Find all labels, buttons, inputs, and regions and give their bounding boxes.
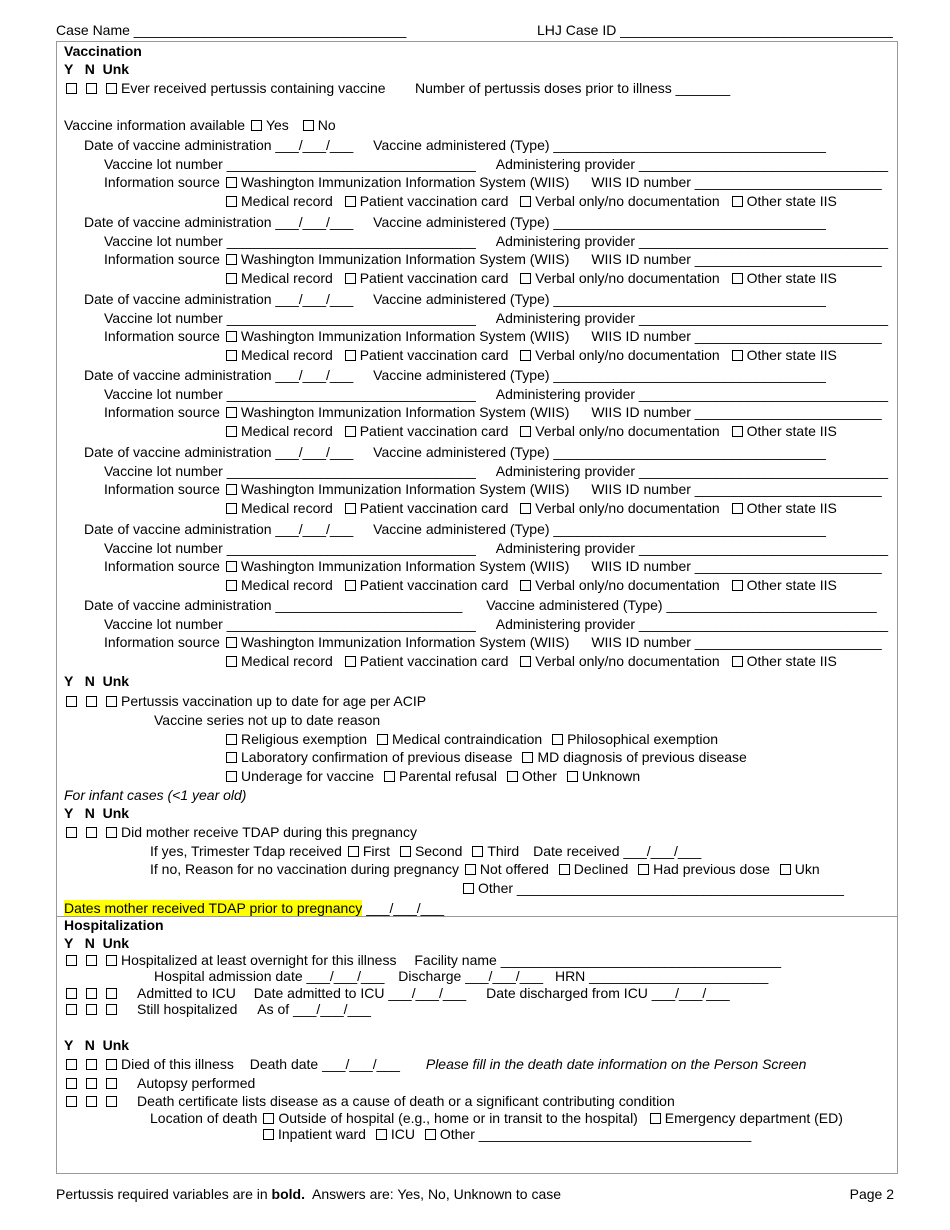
dose-source-row xyxy=(104,634,882,650)
as-of-field[interactable]: As of ___/___/___ xyxy=(257,1001,371,1017)
dose-wiis-checkbox[interactable] xyxy=(226,561,237,572)
ever-received-label: Ever received pertussis containing vaccine xyxy=(121,80,386,96)
md-diagnosis-checkbox[interactable] xyxy=(522,752,533,763)
dose-other-iis-label: Other state IIS xyxy=(746,270,837,286)
dose-medical-record-label: Medical record xyxy=(241,193,333,209)
hospitalized-y-checkbox[interactable] xyxy=(66,955,77,966)
yes-label: Yes xyxy=(265,117,289,133)
dose-wiis-checkbox[interactable] xyxy=(226,331,237,342)
dose-medical-record-checkbox[interactable] xyxy=(226,426,237,437)
dose-wiis-checkbox[interactable] xyxy=(226,637,237,648)
autopsy-unk-checkbox[interactable] xyxy=(106,1078,117,1089)
dose-lot-row xyxy=(104,156,888,172)
dose-medical-record-checkbox[interactable] xyxy=(226,656,237,667)
dose-verbal-label: Verbal only/no documentation xyxy=(535,347,720,363)
dose-type-field[interactable]: Vaccine administered (Type) ___________________________________ xyxy=(373,444,826,460)
dose-source-row xyxy=(104,558,882,574)
dose-patient-card-checkbox[interactable] xyxy=(345,273,356,284)
third-label: Third xyxy=(487,843,520,859)
dose-provider-field[interactable]: Administering provider ________________________________ xyxy=(495,310,889,326)
died-label: Died of this illness xyxy=(121,1056,234,1072)
dose-source-label: Information source xyxy=(104,328,220,344)
dose-date-row xyxy=(84,597,877,613)
icu-discharge-field[interactable]: Date discharged from ICU ___/___/___ xyxy=(486,985,730,1001)
prior-pregnancy-date-field[interactable]: ___/___/___ xyxy=(366,900,445,916)
up-to-date-row xyxy=(66,693,426,709)
declined-checkbox[interactable] xyxy=(559,864,570,875)
mother-tdap-label: Did mother receive TDAP during this pregnancy xyxy=(121,824,417,840)
dose-lot-field[interactable]: Vaccine lot number ________________________________ xyxy=(104,463,476,479)
dose-verbal-checkbox[interactable] xyxy=(520,656,531,667)
dose-patient-card-checkbox[interactable] xyxy=(345,426,356,437)
facility-field[interactable]: Facility name ____________________________________ xyxy=(414,952,782,968)
dose-verbal-label: Verbal only/no documentation xyxy=(535,193,720,209)
other-reason-checkbox[interactable] xyxy=(507,771,518,782)
still-label: Still hospitalized xyxy=(137,1001,238,1017)
up-to-date-n-checkbox[interactable] xyxy=(86,696,97,707)
dose-verbal-checkbox[interactable] xyxy=(520,273,531,284)
dose-lot-row xyxy=(104,386,888,402)
dose-verbal-label: Verbal only/no documentation xyxy=(535,653,720,669)
ynu-header: Y N Unk xyxy=(64,673,130,689)
icu-location-label: ICU xyxy=(390,1126,415,1142)
discharge-date-field[interactable]: Discharge ___/___/___ xyxy=(398,968,544,984)
ever-received-unk-checkbox[interactable] xyxy=(106,83,117,94)
md-diagnosis-label: MD diagnosis of previous disease xyxy=(537,749,747,765)
dose-other-iis-checkbox[interactable] xyxy=(732,656,743,667)
dose-patient-card-label: Patient vaccination card xyxy=(359,423,509,439)
trimester-row xyxy=(150,843,701,859)
dose-source-row-2 xyxy=(226,653,837,669)
second-label: Second xyxy=(414,843,463,859)
medical-contra-checkbox[interactable] xyxy=(377,734,388,745)
icu-unk-checkbox[interactable] xyxy=(106,988,117,999)
third-checkbox[interactable] xyxy=(472,846,483,857)
death-date-field[interactable]: Death date ___/___/___ xyxy=(249,1056,400,1072)
had-previous-checkbox[interactable] xyxy=(638,864,649,875)
dose-wiis-label: Washington Immunization Information System (WIIS) xyxy=(240,328,570,344)
dose-source-row-2 xyxy=(226,347,837,363)
hospitalized-label: Hospitalized at least overnight for this illness xyxy=(121,952,397,968)
dose-verbal-label: Verbal only/no documentation xyxy=(535,270,720,286)
dose-source-row xyxy=(104,404,882,420)
dose-provider-field[interactable]: Administering provider ________________________________ xyxy=(495,233,889,249)
up-to-date-unk-checkbox[interactable] xyxy=(106,696,117,707)
mother-tdap-n-checkbox[interactable] xyxy=(86,827,97,838)
autopsy-row xyxy=(66,1075,255,1091)
trimester-label: If yes, Trimester Tdap received xyxy=(150,843,342,859)
dose-source-row xyxy=(104,251,882,267)
lhj-case-id-field[interactable]: LHJ Case ID ___________________________________ xyxy=(537,22,893,38)
dose-patient-card-checkbox[interactable] xyxy=(345,196,356,207)
certificate-n-checkbox[interactable] xyxy=(86,1096,97,1107)
still-n-checkbox[interactable] xyxy=(86,1004,97,1015)
dose-wiis-label: Washington Immunization Information System (WIIS) xyxy=(240,251,570,267)
dose-other-iis-checkbox[interactable] xyxy=(732,350,743,361)
dose-date-field[interactable]: Date of vaccine administration ___/___/___ xyxy=(84,521,354,537)
dose-source-row xyxy=(104,481,882,497)
dose-lot-field[interactable]: Vaccine lot number ________________________________ xyxy=(104,616,476,632)
dose-date-field[interactable]: Date of vaccine administration ___/___/___ xyxy=(84,137,354,153)
dose-wiis-id-field[interactable]: WIIS ID number ________________________ xyxy=(591,404,882,420)
hospitalization-title: Hospitalization xyxy=(64,917,164,933)
philosophical-label: Philosophical exemption xyxy=(567,731,719,747)
ukn-checkbox[interactable] xyxy=(780,864,791,875)
dose-provider-field[interactable]: Administering provider ________________________________ xyxy=(495,156,889,172)
religious-label: Religious exemption xyxy=(241,731,368,747)
dose-wiis-checkbox[interactable] xyxy=(226,254,237,265)
prior-pregnancy-label: Dates mother received TDAP prior to pregnancy xyxy=(64,900,363,916)
dose-patient-card-label: Patient vaccination card xyxy=(359,193,509,209)
no-label: No xyxy=(317,117,336,133)
dose-provider-field[interactable]: Administering provider ________________________________ xyxy=(495,463,889,479)
hospitalized-row xyxy=(66,952,781,968)
other-location-field[interactable]: Other ___________________________________ xyxy=(439,1126,752,1142)
still-unk-checkbox[interactable] xyxy=(106,1004,117,1015)
dose-other-iis-label: Other state IIS xyxy=(746,193,837,209)
died-row xyxy=(66,1056,806,1072)
dose-source-label: Information source xyxy=(104,481,220,497)
declined-label: Declined xyxy=(573,861,629,877)
ed-checkbox[interactable] xyxy=(650,1113,661,1124)
dose-other-iis-checkbox[interactable] xyxy=(732,273,743,284)
dose-wiis-id-field[interactable]: WIIS ID number ________________________ xyxy=(591,251,882,267)
dose-date-field[interactable]: Date of vaccine administration ___/___/___ xyxy=(84,214,354,230)
certificate-row xyxy=(66,1093,675,1109)
no-reason-other-checkbox[interactable] xyxy=(463,883,474,894)
other-reason-label: Other xyxy=(521,768,557,784)
first-checkbox[interactable] xyxy=(348,846,359,857)
dose-other-iis-label: Other state IIS xyxy=(746,347,837,363)
reason-label: Vaccine series not up to date reason xyxy=(154,712,381,728)
dose-source-row-2 xyxy=(226,423,837,439)
no-reason-other-field[interactable]: Other __________________________________________ xyxy=(478,880,844,896)
dose-date-field[interactable]: Date of vaccine administration ________________________ xyxy=(84,597,463,613)
dose-medical-record-label: Medical record xyxy=(241,423,333,439)
autopsy-n-checkbox[interactable] xyxy=(86,1078,97,1089)
dose-wiis-id-field[interactable]: WIIS ID number ________________________ xyxy=(591,481,882,497)
certificate-y-checkbox[interactable] xyxy=(66,1096,77,1107)
dose-source-row-2 xyxy=(226,270,837,286)
admission-row xyxy=(154,968,768,984)
dose-date-field[interactable]: Date of vaccine administration ___/___/___ xyxy=(84,291,354,307)
section-divider xyxy=(57,916,897,917)
ukn-label: Ukn xyxy=(794,861,820,877)
medical-contra-label: Medical contraindication xyxy=(391,731,543,747)
dose-source-label: Information source xyxy=(104,634,220,650)
dose-other-iis-label: Other state IIS xyxy=(746,577,837,593)
ynu-header: Y N Unk xyxy=(64,935,130,951)
mother-tdap-row xyxy=(66,824,417,840)
date-received-field[interactable]: Date received ___/___/___ xyxy=(533,843,702,859)
dose-patient-card-checkbox[interactable] xyxy=(345,350,356,361)
autopsy-y-checkbox[interactable] xyxy=(66,1078,77,1089)
ynu-header: Y N Unk xyxy=(64,61,130,77)
no-reason-row xyxy=(150,861,820,877)
death-note: Please fill in the death date information on the Person Screen xyxy=(425,1056,807,1072)
dose-patient-card-label: Patient vaccination card xyxy=(359,577,509,593)
mother-tdap-unk-checkbox[interactable] xyxy=(106,827,117,838)
icu-label: Admitted to ICU xyxy=(137,985,236,1001)
dose-verbal-label: Verbal only/no documentation xyxy=(535,500,720,516)
location-row-2 xyxy=(263,1126,751,1142)
mother-tdap-y-checkbox[interactable] xyxy=(66,827,77,838)
location-label: Location of death xyxy=(150,1110,258,1126)
location-row xyxy=(150,1110,843,1126)
died-unk-checkbox[interactable] xyxy=(106,1059,117,1070)
dose-other-iis-label: Other state IIS xyxy=(746,653,837,669)
inpatient-label: Inpatient ward xyxy=(278,1126,366,1142)
dose-provider-field[interactable]: Administering provider ________________________________ xyxy=(495,386,889,402)
dose-other-iis-checkbox[interactable] xyxy=(732,196,743,207)
hospitalized-n-checkbox[interactable] xyxy=(86,955,97,966)
dose-source-row xyxy=(104,328,882,344)
dose-date-row xyxy=(84,291,826,307)
dose-wiis-id-field[interactable]: WIIS ID number ________________________ xyxy=(591,558,882,574)
not-offered-checkbox[interactable] xyxy=(465,864,476,875)
died-n-checkbox[interactable] xyxy=(86,1059,97,1070)
dose-medical-record-label: Medical record xyxy=(241,270,333,286)
dose-medical-record-checkbox[interactable] xyxy=(226,503,237,514)
reason-row-1 xyxy=(226,731,718,747)
dose-medical-record-label: Medical record xyxy=(241,653,333,669)
icu-y-checkbox[interactable] xyxy=(66,988,77,999)
dose-type-field[interactable]: Vaccine administered (Type) ___________________________________ xyxy=(373,137,826,153)
dose-lot-field[interactable]: Vaccine lot number ________________________________ xyxy=(104,386,476,402)
info-available-label: Vaccine information available xyxy=(64,117,246,133)
icu-row xyxy=(66,985,730,1001)
dose-date-field[interactable]: Date of vaccine administration ___/___/___ xyxy=(84,367,354,383)
outside-label: Outside of hospital (e.g., home or in transit to the hospital) xyxy=(278,1110,638,1126)
dose-date-row xyxy=(84,367,826,383)
dose-wiis-id-field[interactable]: WIIS ID number ________________________ xyxy=(591,328,882,344)
parental-label: Parental refusal xyxy=(398,768,498,784)
ever-received-row xyxy=(66,80,386,96)
still-y-checkbox[interactable] xyxy=(66,1004,77,1015)
underage-checkbox[interactable] xyxy=(226,771,237,782)
footer-note xyxy=(56,1186,561,1202)
icu-location-checkbox[interactable] xyxy=(376,1129,387,1140)
dose-provider-field[interactable]: Administering provider ________________________________ xyxy=(495,540,889,556)
underage-label: Underage for vaccine xyxy=(241,768,375,784)
reason-row-3 xyxy=(226,768,640,784)
dose-date-row xyxy=(84,137,826,153)
lab-confirm-label: Laboratory confirmation of previous disease xyxy=(241,749,513,765)
dose-wiis-id-field[interactable]: WIIS ID number ________________________ xyxy=(591,174,882,190)
dose-wiis-label: Washington Immunization Information System (WIIS) xyxy=(240,558,570,574)
unknown-reason-checkbox[interactable] xyxy=(567,771,578,782)
still-row xyxy=(66,1001,371,1017)
dose-lot-row xyxy=(104,233,888,249)
dose-type-field[interactable]: Vaccine administered (Type) ___________________________________ xyxy=(373,214,826,230)
footer-note-suffix: Answers are: Yes, No, Unknown to case xyxy=(312,1186,562,1202)
dose-patient-card-checkbox[interactable] xyxy=(345,503,356,514)
num-doses-field[interactable]: Number of pertussis doses prior to illness _______ xyxy=(415,80,731,96)
dose-verbal-label: Verbal only/no documentation xyxy=(535,423,720,439)
dose-medical-record-checkbox[interactable] xyxy=(226,580,237,591)
ynu-header: Y N Unk xyxy=(64,1037,130,1053)
ed-label: Emergency department (ED) xyxy=(664,1110,843,1126)
dose-medical-record-label: Medical record xyxy=(241,500,333,516)
dose-verbal-checkbox[interactable] xyxy=(520,196,531,207)
dose-verbal-checkbox[interactable] xyxy=(520,503,531,514)
icu-n-checkbox[interactable] xyxy=(86,988,97,999)
up-to-date-y-checkbox[interactable] xyxy=(66,696,77,707)
parental-checkbox[interactable] xyxy=(384,771,395,782)
dose-patient-card-checkbox[interactable] xyxy=(345,580,356,591)
dose-date-row xyxy=(84,214,826,230)
dose-lot-field[interactable]: Vaccine lot number ________________________________ xyxy=(104,540,476,556)
first-label: First xyxy=(362,843,391,859)
ever-received-n-checkbox[interactable] xyxy=(86,83,97,94)
dose-wiis-id-field[interactable]: WIIS ID number ________________________ xyxy=(591,634,882,650)
certificate-unk-checkbox[interactable] xyxy=(106,1096,117,1107)
dose-source-row-2 xyxy=(226,500,837,516)
reason-row-2 xyxy=(226,749,747,765)
died-y-checkbox[interactable] xyxy=(66,1059,77,1070)
dose-other-iis-label: Other state IIS xyxy=(746,423,837,439)
dose-lot-row xyxy=(104,540,888,556)
unknown-reason-label: Unknown xyxy=(581,768,641,784)
info-available-row xyxy=(64,117,336,133)
dose-other-iis-checkbox[interactable] xyxy=(732,426,743,437)
dose-verbal-checkbox[interactable] xyxy=(520,350,531,361)
dose-wiis-label: Washington Immunization Information System (WIIS) xyxy=(240,634,570,650)
dose-other-iis-checkbox[interactable] xyxy=(732,503,743,514)
dose-other-iis-checkbox[interactable] xyxy=(732,580,743,591)
had-previous-label: Had previous dose xyxy=(653,861,770,877)
dose-source-row-2 xyxy=(226,577,837,593)
other-location-checkbox[interactable] xyxy=(425,1129,436,1140)
dose-source-row xyxy=(104,174,882,190)
no-reason-other-row xyxy=(463,880,844,896)
dose-medical-record-label: Medical record xyxy=(241,347,333,363)
philosophical-checkbox[interactable] xyxy=(552,734,563,745)
dose-source-label: Information source xyxy=(104,251,220,267)
dose-lot-field[interactable]: Vaccine lot number ________________________________ xyxy=(104,310,476,326)
ynu-header: Y N Unk xyxy=(64,805,130,821)
info-available-no-checkbox[interactable] xyxy=(303,120,314,131)
dose-date-row xyxy=(84,444,826,460)
certificate-label: Death certificate lists disease as a cause of death or a significant contributing condition xyxy=(137,1093,675,1109)
dose-verbal-label: Verbal only/no documentation xyxy=(535,577,720,593)
dose-type-field[interactable]: Vaccine administered (Type) ___________________________ xyxy=(486,597,877,613)
dose-other-iis-label: Other state IIS xyxy=(746,500,837,516)
dose-wiis-checkbox[interactable] xyxy=(226,407,237,418)
dose-wiis-checkbox[interactable] xyxy=(226,484,237,495)
hospitalized-unk-checkbox[interactable] xyxy=(106,955,117,966)
dose-lot-field[interactable]: Vaccine lot number ________________________________ xyxy=(104,233,476,249)
admission-date-field[interactable]: Hospital admission date ___/___/___ xyxy=(154,968,385,984)
dose-medical-record-checkbox[interactable] xyxy=(226,350,237,361)
dose-lot-row xyxy=(104,463,888,479)
inpatient-checkbox[interactable] xyxy=(263,1129,274,1140)
dose-verbal-checkbox[interactable] xyxy=(520,426,531,437)
dose-wiis-label: Washington Immunization Information System (WIIS) xyxy=(240,174,570,190)
ever-received-y-checkbox[interactable] xyxy=(66,83,77,94)
footer-note-bold: bold. xyxy=(271,1186,305,1202)
dose-source-row-2 xyxy=(226,193,837,209)
religious-checkbox[interactable] xyxy=(226,734,237,745)
not-offered-label: Not offered xyxy=(479,861,549,877)
dose-patient-card-label: Patient vaccination card xyxy=(359,500,509,516)
up-to-date-label: Pertussis vaccination up to date for age per ACIP xyxy=(121,693,427,709)
info-available-yes-checkbox[interactable] xyxy=(251,120,262,131)
dose-wiis-label: Washington Immunization Information System (WIIS) xyxy=(240,481,570,497)
dose-date-field[interactable]: Date of vaccine administration ___/___/___ xyxy=(84,444,354,460)
dose-type-field[interactable]: Vaccine administered (Type) ___________________________________ xyxy=(373,367,826,383)
dose-patient-card-label: Patient vaccination card xyxy=(359,653,509,669)
dose-type-field[interactable]: Vaccine administered (Type) ___________________________________ xyxy=(373,291,826,307)
dose-verbal-checkbox[interactable] xyxy=(520,580,531,591)
icu-date-field[interactable]: Date admitted to ICU ___/___/___ xyxy=(253,985,467,1001)
dose-wiis-checkbox[interactable] xyxy=(226,177,237,188)
dose-provider-field[interactable]: Administering provider ________________________________ xyxy=(495,616,889,632)
prior-pregnancy-row xyxy=(64,900,444,916)
dose-medical-record-label: Medical record xyxy=(241,577,333,593)
dose-date-row xyxy=(84,521,826,537)
footer-note-prefix: Pertussis required variables are in xyxy=(56,1186,268,1202)
dose-patient-card-label: Patient vaccination card xyxy=(359,347,509,363)
dose-lot-field[interactable]: Vaccine lot number ________________________________ xyxy=(104,156,476,172)
dose-medical-record-checkbox[interactable] xyxy=(226,196,237,207)
dose-source-label: Information source xyxy=(104,404,220,420)
infant-heading: For infant cases (<1 year old) xyxy=(64,787,247,803)
dose-type-field[interactable]: Vaccine administered (Type) ___________________________________ xyxy=(373,521,826,537)
outside-checkbox[interactable] xyxy=(263,1113,274,1124)
vaccination-title: Vaccination xyxy=(64,43,142,59)
page-number: Page 2 xyxy=(849,1186,894,1202)
dose-medical-record-checkbox[interactable] xyxy=(226,273,237,284)
dose-source-label: Information source xyxy=(104,558,220,574)
autopsy-label: Autopsy performed xyxy=(137,1075,256,1091)
lab-confirm-checkbox[interactable] xyxy=(226,752,237,763)
hrn-field[interactable]: HRN _______________________ xyxy=(554,968,769,984)
dose-source-label: Information source xyxy=(104,174,220,190)
no-reason-label: If no, Reason for no vaccination during pregnancy xyxy=(150,861,459,877)
dose-wiis-label: Washington Immunization Information System (WIIS) xyxy=(240,404,570,420)
dose-patient-card-checkbox[interactable] xyxy=(345,656,356,667)
case-name-field[interactable]: Case Name ___________________________________ xyxy=(56,22,407,38)
dose-lot-row xyxy=(104,616,888,632)
dose-lot-row xyxy=(104,310,888,326)
second-checkbox[interactable] xyxy=(400,846,411,857)
dose-patient-card-label: Patient vaccination card xyxy=(359,270,509,286)
